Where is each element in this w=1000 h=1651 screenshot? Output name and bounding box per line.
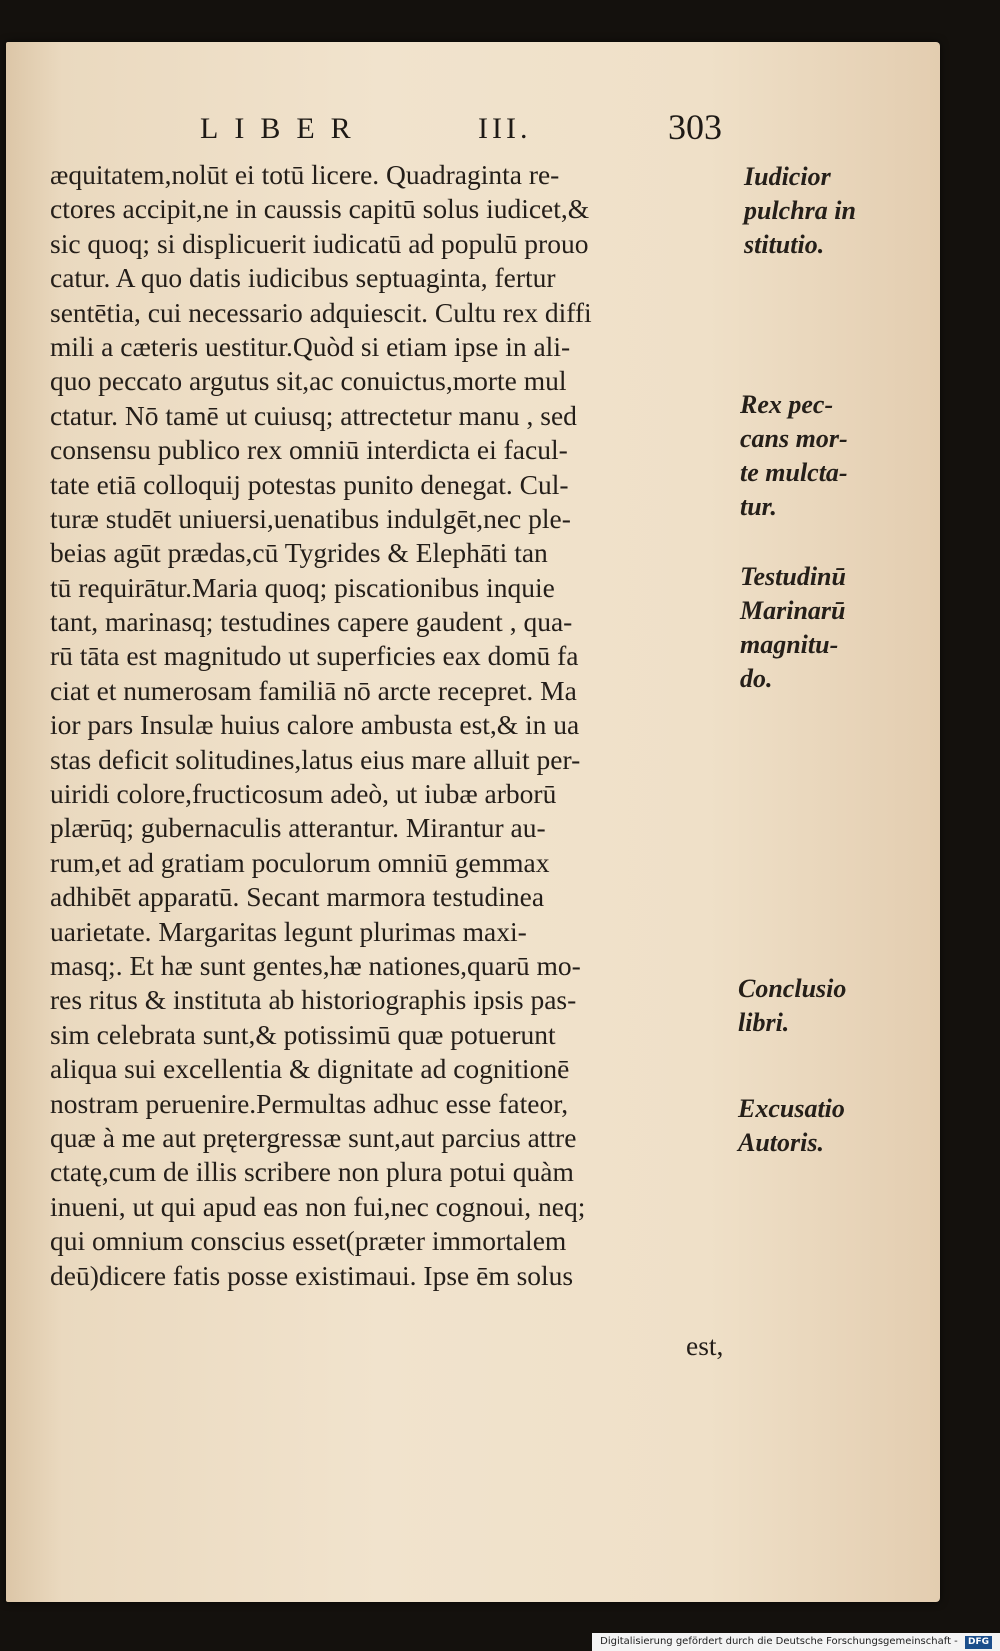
marginal-line: Conclusio (738, 974, 847, 1003)
text-line: inueni, ut qui apud eas non fui,nec cognoui, neq; (50, 1190, 586, 1222)
text-line: turæ studēt uniuersi,uenatibus indulgēt,nec ple- (50, 502, 571, 534)
page-header (0, 107, 1000, 156)
marginal-line: libri. (738, 1008, 790, 1037)
text-line: res ritus & instituta ab historiographis ipsis pas- (50, 984, 577, 1016)
marginal-line: Rex pec- (740, 390, 834, 419)
text-line: sim celebrata sunt,& potissimū quæ potuerunt (50, 1018, 556, 1050)
text-line: beias agūt prædas,cū Tygrides & Elephāti tan (50, 537, 548, 569)
text-line: qui omnium conscius esset(præter immortalem (50, 1225, 567, 1257)
text-line: adhibēt apparatū. Secant marmora testudinea (50, 881, 545, 913)
dfg-logo: DFG (965, 1636, 992, 1649)
marginal-note-king-punished (740, 388, 848, 524)
marginal-line: do. (740, 664, 773, 693)
text-line: uiridi colore,fructicosum adeò, ut iubæ arborū (50, 778, 557, 810)
marginal-line: Marinarū (740, 596, 846, 625)
main-text-block (50, 158, 740, 1293)
running-title: LIBER (200, 112, 367, 145)
text-line: catur. A quo datis iudicibus septuaginta, fertur (50, 262, 556, 294)
text-line: stas deficit solitudines,latus eius mare alluit per- (50, 743, 581, 775)
text-line: ior pars Insulæ huius calore ambusta est,& in ua (50, 709, 580, 741)
marginal-line: Testudinū (740, 562, 846, 591)
text-line: mili a cæteris uestitur.Quòd si etiam ipse in ali- (50, 330, 571, 362)
text-line: consensu publico rex omniū interdicta ei facul- (50, 434, 568, 466)
text-line: ctatę,cum de illis scribere non plura potui quàm (50, 1156, 574, 1188)
text-line: aliqua sui excellentia & dignitate ad cognitionē (50, 1053, 570, 1085)
marginal-note-conclusion (738, 972, 846, 1040)
text-line: tant, marinasq; testudines capere gaudent , qua- (50, 606, 573, 638)
text-line: tū requirātur.Maria quoq; piscationibus inquie (50, 571, 555, 603)
marginal-line: Excusatio (738, 1094, 845, 1123)
marginal-line: pulchra in (744, 196, 856, 225)
page-number: 303 (668, 107, 722, 147)
text-line: quo peccato argutus sit,ac conuictus,morte mul (50, 365, 567, 397)
text-line: sic quoq; si displicuerit iudicatū ad populū prouo (50, 227, 589, 259)
text-line: sentētia, cui necessario adquiescit. Cultu rex diffi (50, 296, 592, 328)
marginal-line: cans mor- (740, 424, 848, 453)
text-line: rum,et ad gratiam poculorum omniū gemmax (50, 846, 550, 878)
marginal-note-excuse (738, 1092, 845, 1160)
text-line: uarietate. Margaritas legunt plurimas maxi- (50, 915, 527, 947)
text-line: ctatur. Nō tamē ut cuiusq; attrectetur manu , sed (50, 399, 577, 431)
marginal-line: te mulcta- (740, 458, 848, 487)
text-line: rū tāta est magnitudo ut superficies eax domū fa (50, 640, 579, 672)
book-number: III. (478, 112, 532, 145)
text-line: plærūq; gubernaculis atterantur. Mirantur au- (50, 812, 546, 844)
text-line: nostram peruenire.Permultas adhuc esse fateor, (50, 1087, 569, 1119)
marginal-note-judicial (744, 160, 856, 262)
marginal-line: tur. (740, 492, 777, 521)
text-line: æquitatem,nolūt ei totū licere. Quadraginta re- (50, 159, 560, 190)
marginal-line: Iudicior (744, 162, 831, 191)
marginal-line: stitutio. (744, 230, 825, 259)
text-line: ciat et numerosam familiā nō arcte recepret. Ma (50, 674, 577, 706)
text-line: tate etiā colloquij potestas punito denegat. Cul- (50, 468, 569, 500)
digitization-credit-text: Digitalisierung gefördert durch die Deutsche Forschungsgemeinschaft - (600, 1636, 958, 1647)
text-line: masq;. Et hæ sunt gentes,hæ nationes,quarū mo- (50, 949, 581, 981)
catchword: est, (686, 1330, 724, 1361)
text-line: ctores accipit,ne in caussis capitū solus iudicet,& (50, 193, 590, 225)
text-line: deū)dicere fatis posse existimaui. Ipse ēm solus (50, 1259, 574, 1291)
marginal-line: Autoris. (738, 1128, 824, 1157)
text-line: quæ à me aut prętergressæ sunt,aut parcius attre (50, 1121, 577, 1153)
marginal-line: magnitu- (740, 630, 839, 659)
digitization-credit-bar (592, 1633, 1000, 1651)
marginal-note-turtles (740, 560, 846, 696)
